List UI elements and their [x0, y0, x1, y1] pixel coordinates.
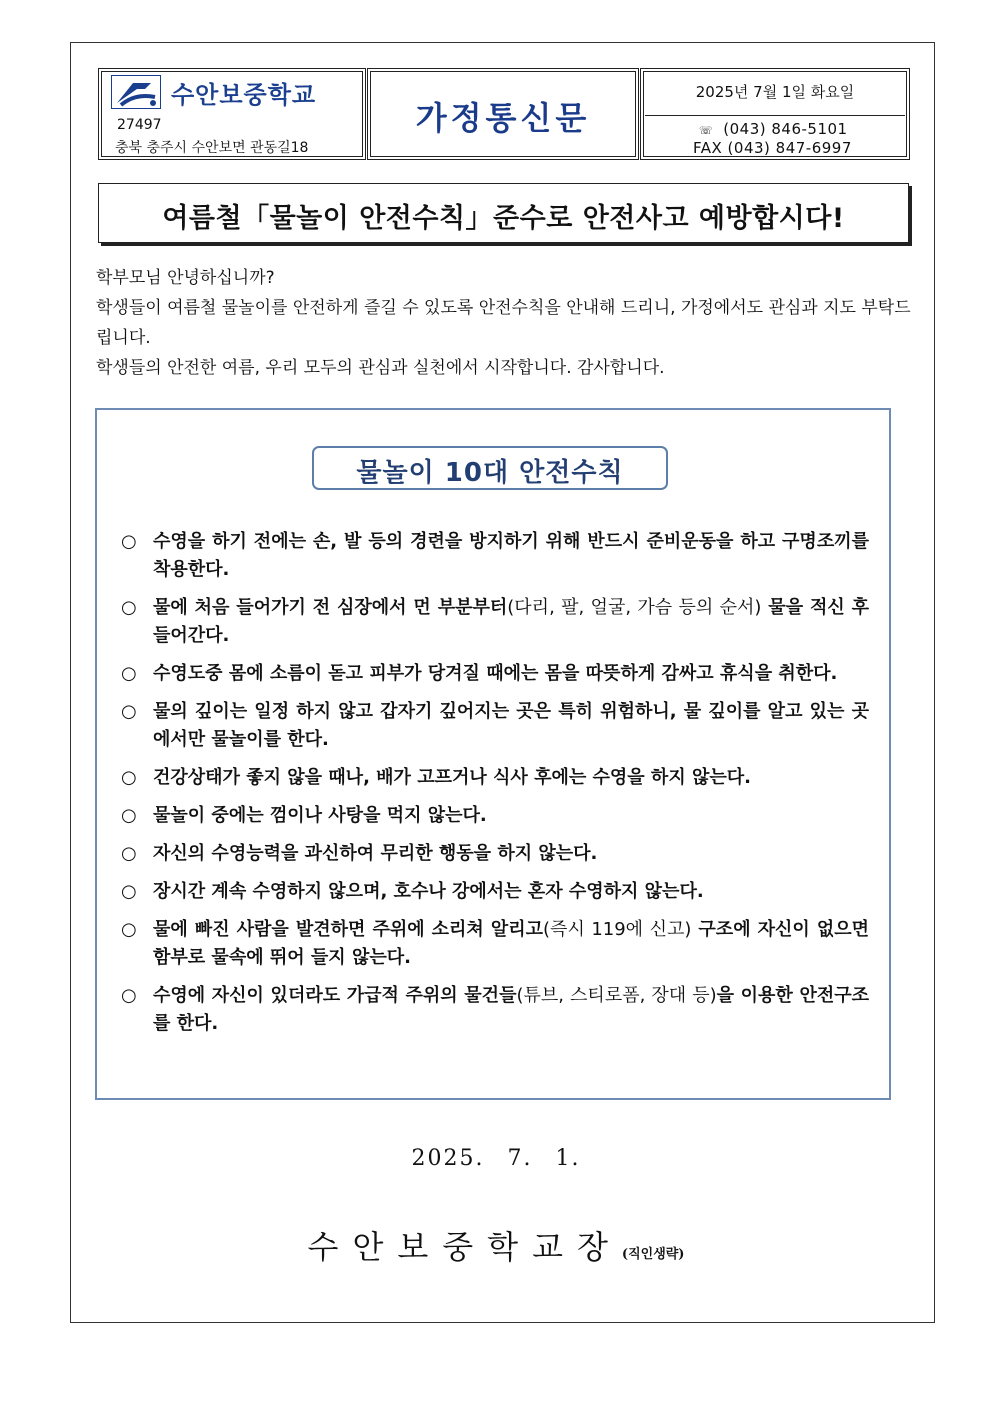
circle-bullet-icon: ○ [121, 919, 137, 940]
circle-bullet-icon: ○ [121, 805, 137, 826]
intro-line: 학생들의 안전한 여름, 우리 모두의 관심과 실천에서 시작합니다. 감사합니다. [96, 358, 665, 378]
school-info-cell [98, 68, 366, 160]
circle-bullet-icon: ○ [121, 701, 137, 722]
list-item: ○ 물에 처음 들어가기 전 심장에서 먼 부분부터(다리, 팔, 얼굴, 가슴 등의 순서) 물을 적신 후 들어간다. [121, 594, 869, 650]
phone-number: (043) 846-5101 [723, 120, 848, 138]
safety-rules-box [95, 408, 891, 1100]
school-address: 충북 충주시 수안보면 관동길18 [115, 140, 309, 156]
circle-bullet-icon: ○ [121, 531, 137, 552]
circle-bullet-icon: ○ [121, 767, 137, 788]
zip-code: 27497 [117, 117, 162, 133]
list-item: ○ 장시간 계속 수영하지 않으며, 호수나 강에서는 혼자 수영하지 않는다. [121, 878, 869, 906]
school-name: 수안보중학교 [171, 81, 317, 109]
contact-cell [640, 68, 910, 160]
issue-date: 2025년 7월 1일 화요일 [695, 83, 855, 101]
signature-date: 2025. 7. 1. [411, 1146, 581, 1171]
school-logo-icon [111, 75, 161, 109]
headline: 여름철「물놀이 안전수칙」준수로 안전사고 예방합시다! [162, 203, 845, 234]
rules-title: 물놀이 10대 안전수칙 [356, 458, 624, 488]
circle-bullet-icon: ○ [121, 881, 137, 902]
circle-bullet-icon: ○ [121, 843, 137, 864]
seal-note: (직인생략) [621, 1247, 685, 1262]
circle-bullet-icon: ○ [121, 597, 137, 618]
list-item: ○ 자신의 수영능력을 과신하여 무리한 행동을 하지 않는다. [121, 840, 869, 868]
rules-title-box [312, 446, 668, 490]
principal-title: 수안보중학교장 [307, 1228, 622, 1266]
intro-text [96, 263, 912, 383]
divider [645, 115, 905, 116]
list-item: ○ 수영도중 몸에 소름이 돋고 피부가 당겨질 때에는 몸을 따뜻하게 감싸고 휴식을 취한다. [121, 660, 869, 688]
list-item: ○ 물의 깊이는 일정 하지 않고 갑자기 깊어지는 곳은 특히 위험하니, 물 깊이를 알고 있는 곳에서만 물놀이를 한다. [121, 698, 869, 754]
intro-line: 학부모님 안녕하십니까? [96, 268, 275, 288]
phone-icon: ☏ [699, 124, 714, 137]
circle-bullet-icon: ○ [121, 663, 137, 684]
doc-title-cell [367, 68, 639, 160]
list-item: ○ 건강상태가 좋지 않을 때나, 배가 고프거나 식사 후에는 수영을 하지 않는다. [121, 764, 869, 792]
list-item: ○ 물에 빠진 사람을 발견하면 주위에 소리쳐 알리고(즉시 119에 신고) 구조에 자신이 없으면 함부로 물속에 뛰어 들지 않는다. [121, 916, 869, 972]
intro-line: 학생들이 여름철 물놀이를 안전하게 즐길 수 있도록 안전수칙을 안내해 드리니, 가정에서도 관심과 지도 부탁드립니다. [96, 298, 911, 348]
principal-signature [0, 1222, 992, 1268]
phone-line [699, 120, 848, 138]
circle-bullet-icon: ○ [121, 985, 137, 1006]
list-item: ○ 수영에 자신이 있더라도 가급적 주위의 물건들(튜브, 스티로폼, 장대 등)을 이용한 안전구조를 한다. [121, 982, 869, 1038]
fax-number: FAX (043) 847-6997 [693, 139, 852, 157]
list-item: ○ 수영을 하기 전에는 손, 발 등의 경련을 방지하기 위해 반드시 준비운동을 하고 구명조끼를 착용한다. [121, 528, 869, 584]
doc-title: 가정통신문 [415, 99, 591, 137]
rules-list [121, 528, 869, 1048]
headline-box [98, 183, 909, 243]
list-item: ○ 물놀이 중에는 껌이나 사탕을 먹지 않는다. [121, 802, 869, 830]
